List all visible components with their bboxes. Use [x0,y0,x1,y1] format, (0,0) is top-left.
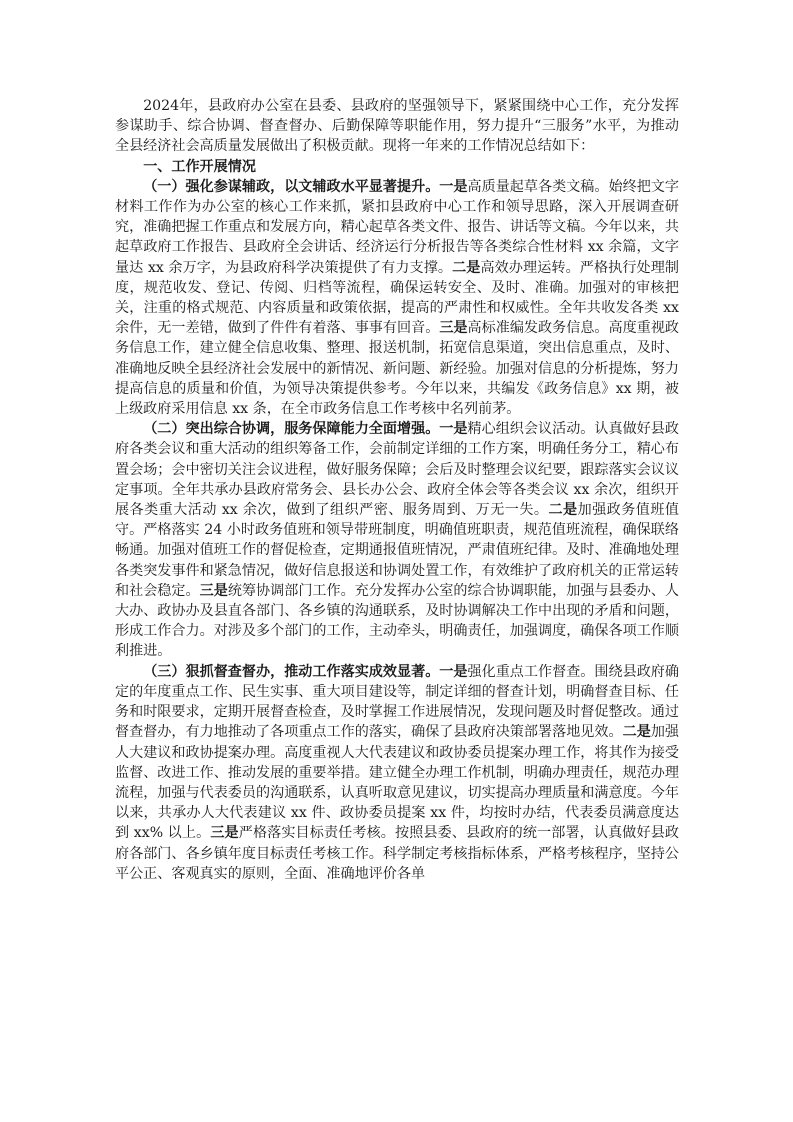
point-text: 加强人大建议和政协提案办理。高度重视人大代表建议和政协委员提案办理工作，将其作为接受监督、改进工作、推动发展的重要举措。建立健全办理工作机制，明确办理责任，规范办理流程，加强与代表委员的沟通联系，认真听取意见建议，切实提高办理质量和满意度。今年以来，共承办人大代表建议 xx 件、政协委员提案 xx 件，均按时办结，代表委员满意度达到 xx% 以上。 [115,724,680,842]
point-marker: 二是 [548,502,578,519]
point-marker: 一是 [439,178,468,195]
point-text: 高效办理运转。严格执行处理制度，规范收发、登记、传阅、归档等流程，确保运转安全、及时、准确。加强对的审核把关，注重的格式规范、内容质量和政策依据，提高的严肃性和权威性。全年共收发各类 xx 余件，无一差错，做到了件件有着落、事事有回音。 [115,259,680,337]
document-page [115,96,679,884]
subsection-paragraph-2 [115,419,679,661]
point-marker: 三是 [210,825,239,842]
subsection-lead: （三）狠抓督查督办，推动工作落实成效显著。 [143,663,440,680]
subsection-lead: （二）突出综合协调，服务保障能力全面增强。 [143,421,440,438]
point-marker: 一是 [439,421,468,438]
point-text: 高质量起草各类文稿。始终把文字材料工作作为办公室的核心工作来抓，紧扣县政府中心工作和领导思路，深入开展调查研究，准确把握工作重点和发展方向，精心起草各类文件、报告、讲话等文稿。今年以来，共起草政府工作报告、县政府全会讲话、经济运行分析报告等各类综合性材料 xx 余篇，文字量达 xx 余万字，为县政府科学决策提供了有力支撑。 [115,178,679,276]
point-marker: 三是 [199,582,228,599]
point-text: 严格落实目标责任考核。按照县委、县政府的统一部署，认真做好县政府各部门、各乡镇年度目标责任考核工作。科学制定考核指标体系，严格考核程序，坚持公平公正、客观真实的原则，全面、准确地评价各单 [115,825,680,882]
point-marker: 一是 [439,663,468,680]
point-marker: 二是 [622,724,651,741]
point-text: 精心组织会议活动。认真做好县政府各类会议和重大活动的组织筹备工作，会前制定详细的工作方案，明确任务分工，精心布置会场；会中密切关注会议进程，做好服务保障；会后及时整理会议纪要，跟踪落实会议议定事项。全年共承办县政府常务会、县长办公会、政府全体会等各类会议 xx 余次，组织开展各类重大活动 xx 余次，做到了组织严密、服务周到、万无一失。 [115,421,679,519]
point-text: 加强政务值班值守。严格落实 24 小时政务值班和领导带班制度，明确值班职责，规范值班流程，确保联络畅通。加强对值班工作的督促检查，定期通报值班情况，严肃值班纪律。及时、准确地处理各类突发事件和紧急情况，做好信息报送和协调处置工作，有效维护了政府机关的正常运转和社会稳定。 [115,502,680,599]
point-text: 强化重点工作督查。围绕县政府确定的年度重点工作、民生实事、重大项目建设等，制定详细的督查计划，明确督查目标、任务和时限要求，定期开展督查检查，及时掌握工作进展情况，发现问题及时督促整改。通过督查督办，有力地推动了各项重点工作的落实，确保了县政府决策部署落地见效。 [115,663,679,741]
point-text: 高标准编发政务信息。高度重视政务信息工作，建立健全信息收集、整理、报送机制，拓宽信息渠道，突出信息重点，及时、准确地反映全县经济社会发展中的新情况、新问题、新经验。加强对信息的分析提炼，努力提高信息的质量和价值，为领导决策提供参考。今年以来，共编发《政务信息》xx 期，被上级政府采用信息 xx 条，在全市政务信息工作考核中名列前茅。 [115,320,680,418]
subsection-paragraph-3 [115,662,679,884]
point-marker: 二是 [452,259,481,276]
subsection-lead: （一）强化参谋辅政，以文辅政水平显著提升。 [143,178,440,195]
subsection-paragraph-1 [115,177,679,419]
point-marker: 三是 [439,320,468,337]
section-heading: 一、工作开展情况 [143,158,256,175]
point-text: 统筹协调部门工作。充分发挥办公室的综合协调职能，加强与县委办、人大办、政协办及县直各部门、各乡镇的沟通联系，及时协调解决工作中出现的矛盾和问题，形成工作合力。对涉及多个部门的工作，主动牵头，明确责任，加强调度，确保各项工作顺利推进。 [115,582,680,660]
intro-paragraph: 2024年，县政府办公室在县委、县政府的坚强领导下，紧紧围绕中心工作，充分发挥参谋助手、综合协调、督查督办、后勤保障等职能作用，努力提升“三服务”水平，为推动全县经济社会高质量发展做出了积极贡献。现将一年来的工作情况总结如下： [115,98,679,155]
